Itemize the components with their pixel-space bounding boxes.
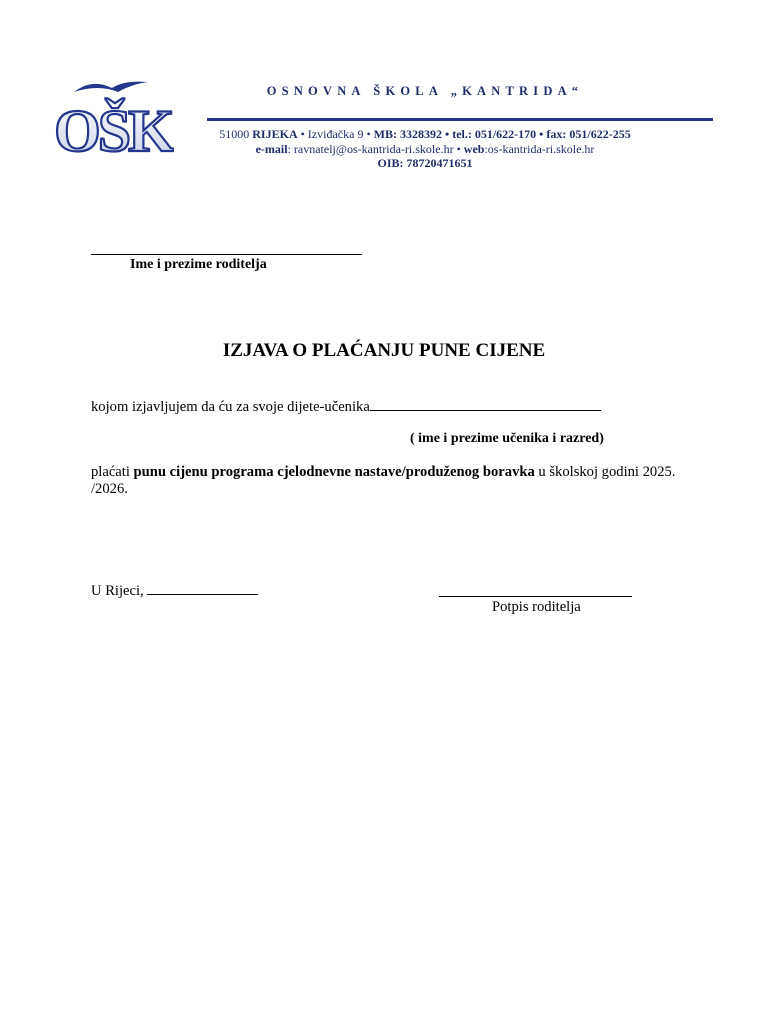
document-title: IZJAVA O PLAĆANJU PUNE CIJENE	[222, 340, 546, 361]
web-value[interactable]: :os-kantrida-ri.skole.hr	[484, 142, 595, 156]
city: RIJEKA	[252, 127, 298, 141]
school-logo	[52, 76, 174, 158]
street: • Izviđačka 9 •	[297, 127, 374, 141]
header-divider	[207, 118, 713, 121]
school-name: OSNOVNA ŠKOLA „KANTRIDA“	[266, 84, 584, 98]
postcode: 51000	[219, 127, 253, 141]
mb-label: MB	[373, 127, 393, 141]
address-line	[180, 127, 670, 142]
payment-program: punu cijenu programa cjelodnevne nastave/produženog boravka	[133, 464, 535, 480]
email-value[interactable]: : ravnatelj@os-kantrida-ri.skole.hr •	[287, 142, 464, 156]
payment-prefix: plaćati	[91, 464, 134, 480]
student-name-blank[interactable]	[370, 396, 601, 411]
email-label: e-mail	[255, 142, 288, 156]
fax-label: fax	[546, 127, 563, 141]
statement-text: kojom izjavljujem da ću za svoje dijete-učenika	[91, 399, 370, 415]
payment-paragraph	[91, 464, 691, 498]
parent-name-label: Ime i prezime roditelja	[130, 257, 267, 272]
place-label: U Rijeci,	[91, 583, 148, 599]
mb-value: : 3328392 • tel.: 051/622-170 •	[393, 127, 547, 141]
oib-line: OIB: 78720471651	[377, 156, 473, 170]
parent-name-blank[interactable]	[91, 254, 362, 255]
student-hint: ( ime i prezime učenika i razred)	[410, 431, 604, 446]
web-label: web	[463, 142, 485, 156]
logo-text: OŠK	[54, 98, 172, 158]
signature-label: Potpis roditelja	[492, 599, 581, 615]
fax-value: : 051/622-255	[562, 127, 631, 141]
place-date-line	[91, 581, 258, 600]
email-web-line	[180, 142, 670, 157]
date-blank[interactable]	[147, 581, 258, 595]
statement-line	[91, 396, 601, 416]
seagull-icon	[74, 82, 148, 92]
signature-blank[interactable]	[439, 596, 632, 597]
payment-suffix: u školskoj godini 2025. /2026.	[91, 464, 676, 497]
